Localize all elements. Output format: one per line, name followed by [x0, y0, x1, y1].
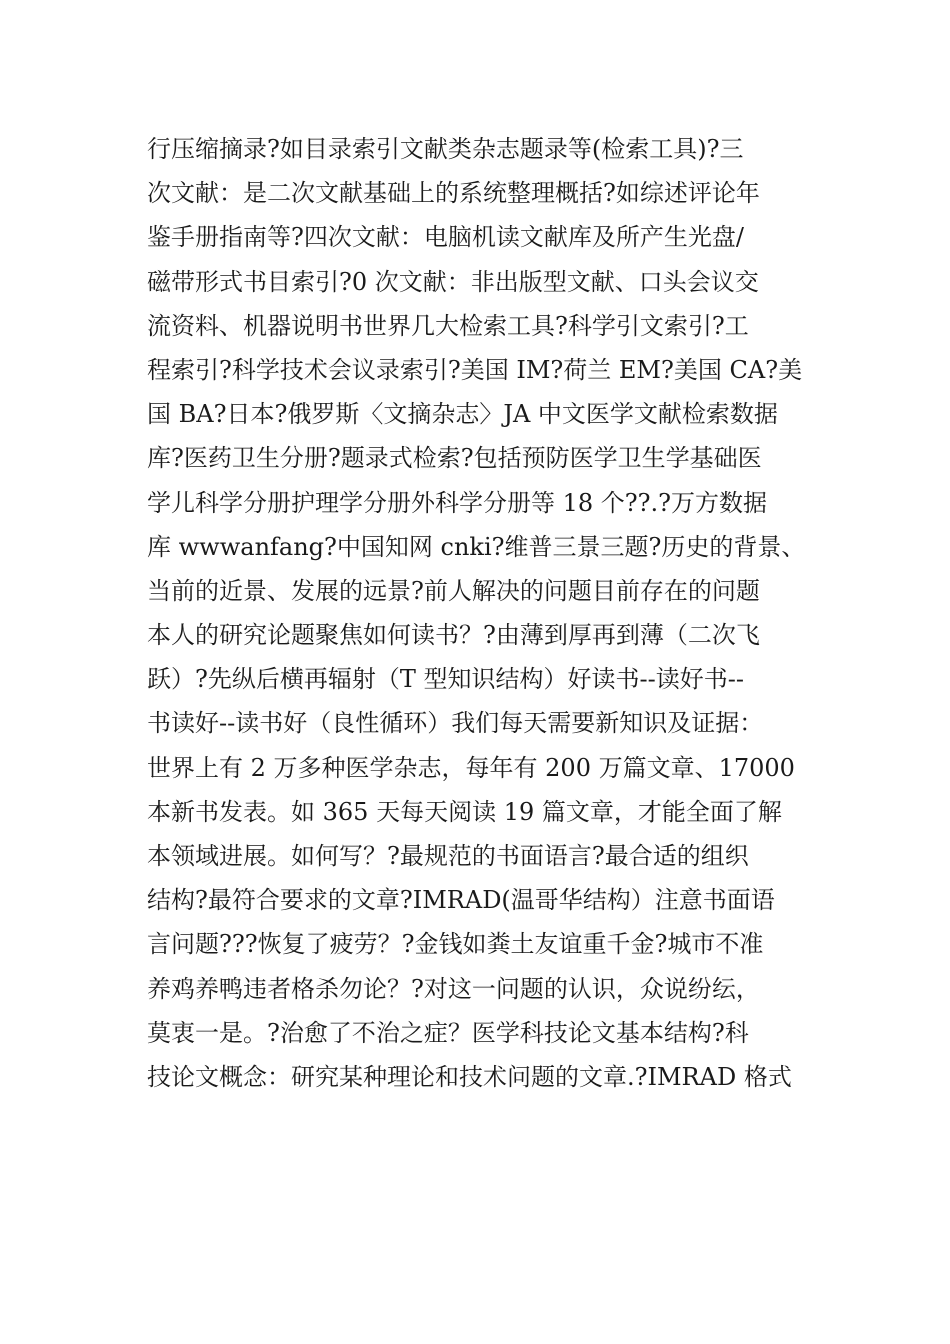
text-line: 库?医药卫生分册?题录式检索?包括预防医学卫生学基础医	[147, 444, 762, 473]
text-line: 学儿科学分册护理学分册外科学分册等 18 个??.?万方数据	[147, 488, 768, 517]
text-line: 跃）?先纵后横再辐射（T 型知识结构）好读书--读好书--	[147, 665, 744, 694]
text-line: 鉴手册指南等?四次文献：电脑机读文献库及所产生光盘/	[147, 223, 744, 252]
text-line: 技论文概念：研究某种理论和技术问题的文章.?IMRAD 格式	[147, 1062, 792, 1091]
body-text	[147, 127, 807, 1099]
text-line: 本领域进展。如何写？?最规范的书面语言?最合适的组织	[147, 842, 749, 870]
text-line: 程索引?科学技术会议录索引?美国 IM?荷兰 EM?美国 CA?美	[147, 355, 803, 384]
text-line: 国 BA?日本?俄罗斯〈文摘杂志〉JA 中文医学文献检索数据	[147, 400, 778, 429]
text-line: 磁带形式书目索引?0 次文献：非出版型文献、口头会议交	[147, 267, 759, 296]
text-line: 库 wwwanfang?中国知网 cnki?维普三景三题?历史的背景、	[147, 532, 806, 561]
text-line: 书读好--读书好（良性循环）我们每天需要新知识及证据：	[147, 709, 764, 738]
text-line: 莫衷一是。?治愈了不治之症？医学科技论文基本结构?科	[147, 1018, 749, 1047]
text-line: 本新书发表。如 365 天每天阅读 19 篇文章，才能全面了解	[147, 797, 782, 826]
text-line: 言问题???恢复了疲劳？?金钱如粪土友谊重千金?城市不准	[147, 930, 764, 959]
text-line: 流资料、机器说明书世界几大检索工具?科学引文索引?工	[147, 311, 749, 340]
text-line: 世界上有 2 万多种医学杂志，每年有 200 万篇文章、17000	[147, 753, 795, 782]
text-line: 结构?最符合要求的文章?IMRAD(温哥华结构）注意书面语	[147, 886, 775, 915]
text-line: 本人的研究论题聚焦如何读书？?由薄到厚再到薄（二次飞	[147, 621, 760, 650]
text-line: 行压缩摘录?如目录索引文献类杂志题录等(检索工具)?三	[147, 135, 744, 163]
text-line: 当前的近景、发展的远景?前人解决的问题目前存在的问题	[147, 576, 760, 605]
text-line: 养鸡养鸭违者格杀勿论？?对这一问题的认识，众说纷纭，	[147, 974, 760, 1003]
text-line: 次文献：是二次文献基础上的系统整理概括?如综述评论年	[147, 179, 760, 208]
